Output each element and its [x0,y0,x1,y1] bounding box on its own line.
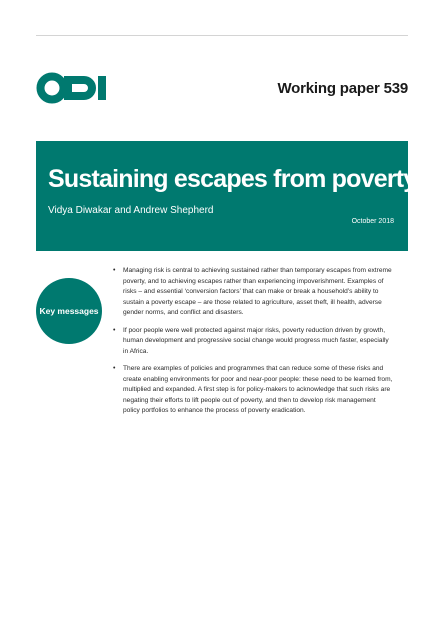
odi-logo [36,72,110,104]
page-title: Sustaining escapes from poverty [48,165,417,193]
bullet-icon: • [113,326,116,334]
key-messages-list [113,266,393,424]
bullet-icon: • [113,365,116,372]
top-rule [36,35,408,36]
list-item-text: There are examples of policies and programmes that can reduce some of these risks and create enabling environments for poor and near-poor people: these need to be learned from, multiplied and expanded. A first step is for policy-makers to acknowledge that such risks are negating their efforts to lift people out of poverty, and then to develop risk management policy portfolios to enhance the process of poverty eradication. [123,365,393,414]
title-banner [36,141,417,251]
publication-date: October 2018 [351,218,394,225]
list-item [113,266,393,319]
bullet-icon: • [113,267,116,274]
list-item-text: If poor people were well protected against major risks, poverty reduction driven by growth, human development and progressive social change would progress much faster, especially in Africa. [123,326,389,355]
key-messages-label: Key messages [39,306,99,316]
working-paper-number: Working paper 539 [277,80,408,97]
list-item [113,326,393,358]
key-messages-badge [36,278,102,344]
authors: Vidya Diwakar and Andrew Shepherd [48,205,214,216]
list-item [113,364,393,417]
list-item-text: Managing risk is central to achieving sustained rather than temporary escapes from extreme poverty, and to achieving escapes rather than experiencing impoverishment. Examples of risks – and essential ‘conversion factors’ that can make or break a household’s ability to sustain a poverty escape – are those related to agriculture, asset theft, ill health, adverse gender norms, and conflict and disasters. [123,267,392,316]
